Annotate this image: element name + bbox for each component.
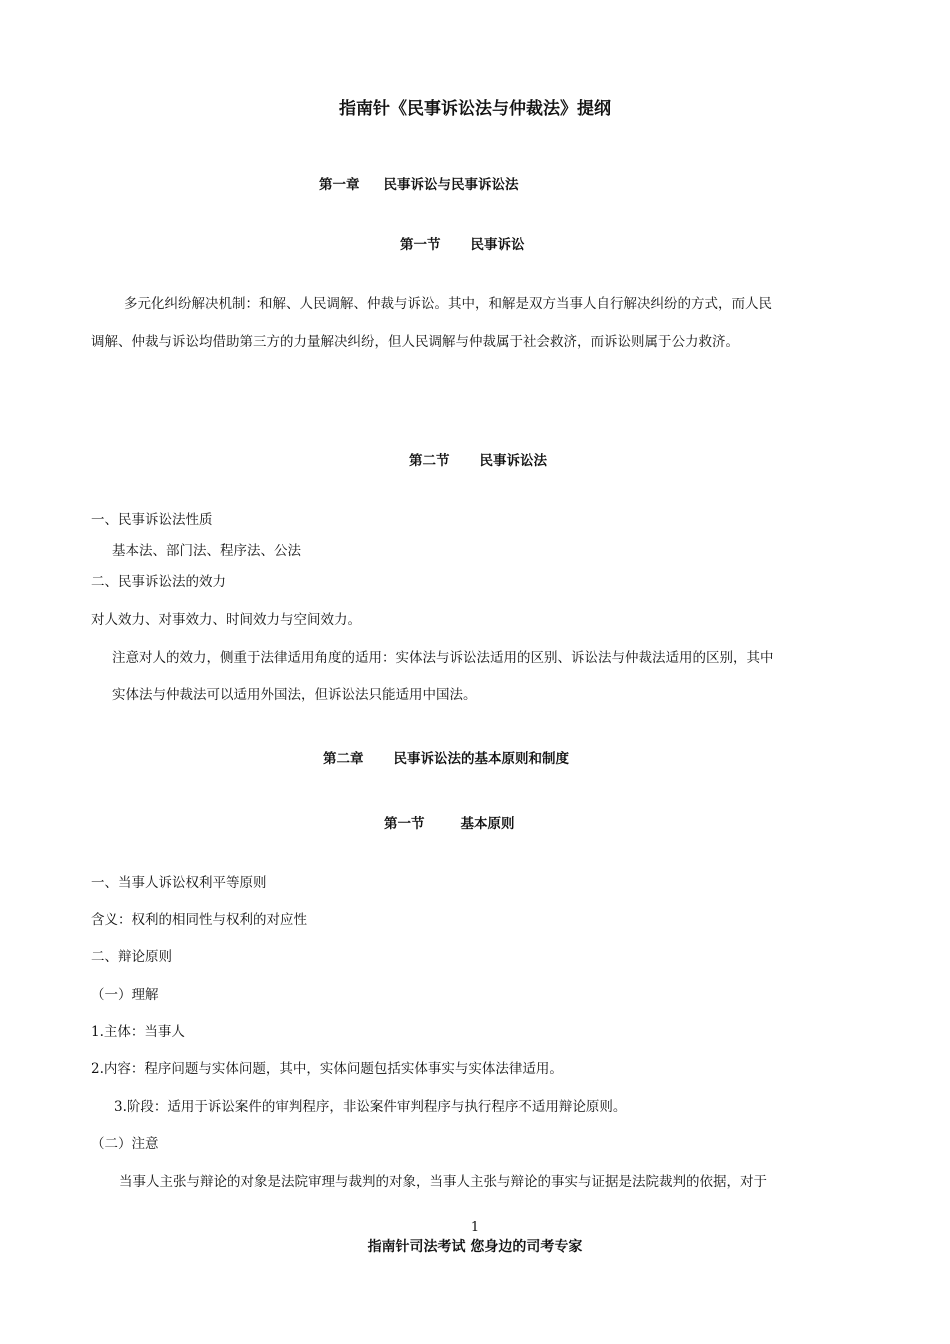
paragraph-line: 实体法与仲裁法可以适用外国法，但诉讼法只能适用中国法。 xyxy=(112,687,477,703)
outline-text: 基本法、部门法、程序法、公法 xyxy=(112,543,301,559)
outline-subitem: （一）理解 xyxy=(91,987,159,1003)
section-title: 基本原则 xyxy=(460,816,515,832)
section-number: 第二节 xyxy=(409,453,450,469)
chapter-title: 民事诉讼法的基本原则和制度 xyxy=(393,751,569,767)
section-number: 第一节 xyxy=(400,237,441,253)
paragraph-line: 当事人主张与辩论的对象是法院审理与裁判的对象，当事人主张与辩论的事实与证据是法院裁判的依据，对于 xyxy=(119,1174,767,1190)
numbered-item: 3.阶段：适用于诉讼案件的审判程序，非讼案件审判程序与执行程序不适用辩论原则。 xyxy=(114,1099,627,1115)
chapter-heading xyxy=(323,750,569,768)
outline-subitem: （二）注意 xyxy=(91,1136,159,1152)
section-heading xyxy=(409,452,547,470)
paragraph-line: 多元化纠纷解决机制：和解、人民调解、仲裁与诉讼。其中，和解是双方当事人自行解决纠纷的方式，而人民 xyxy=(124,296,772,312)
section-heading xyxy=(400,236,525,254)
numbered-item: 2.内容：程序问题与实体问题，其中，实体问题包括实体事实与实体法律适用。 xyxy=(91,1061,563,1077)
outline-item: 一、当事人诉讼权利平等原则 xyxy=(91,875,267,891)
chapter-title: 民事诉讼与民事诉讼法 xyxy=(383,177,519,193)
numbered-item: 1.主体：当事人 xyxy=(91,1024,185,1040)
outline-item: 一、民事诉讼法性质 xyxy=(91,512,213,528)
page-number: 1 xyxy=(470,1220,480,1235)
footer-slogan: 指南针司法考试 您身边的司考专家 xyxy=(367,1239,583,1255)
outline-item: 二、辩论原则 xyxy=(91,949,172,965)
chapter-number: 第一章 xyxy=(319,177,360,193)
section-number: 第一节 xyxy=(384,816,425,832)
paragraph-line: 注意对人的效力，侧重于法律适用角度的适用：实体法与诉讼法适用的区别、诉讼法与仲裁法适用的区别，其中 xyxy=(112,650,774,666)
outline-item: 二、民事诉讼法的效力 xyxy=(91,574,226,590)
outline-text: 对人效力、对事效力、时间效力与空间效力。 xyxy=(91,612,361,628)
section-title: 民事诉讼 xyxy=(470,237,525,253)
chapter-number: 第二章 xyxy=(323,751,364,767)
section-title: 民事诉讼法 xyxy=(479,453,547,469)
outline-text: 含义：权利的相同性与权利的对应性 xyxy=(91,912,307,928)
chapter-heading xyxy=(319,176,519,194)
section-heading xyxy=(384,815,515,833)
paragraph-line: 调解、仲裁与诉讼均借助第三方的力量解决纠纷，但人民调解与仲裁属于社会救济，而诉讼则属于公力救济。 xyxy=(91,334,739,350)
document-title: 指南针《民事诉讼法与仲裁法》提纲 xyxy=(339,99,611,119)
